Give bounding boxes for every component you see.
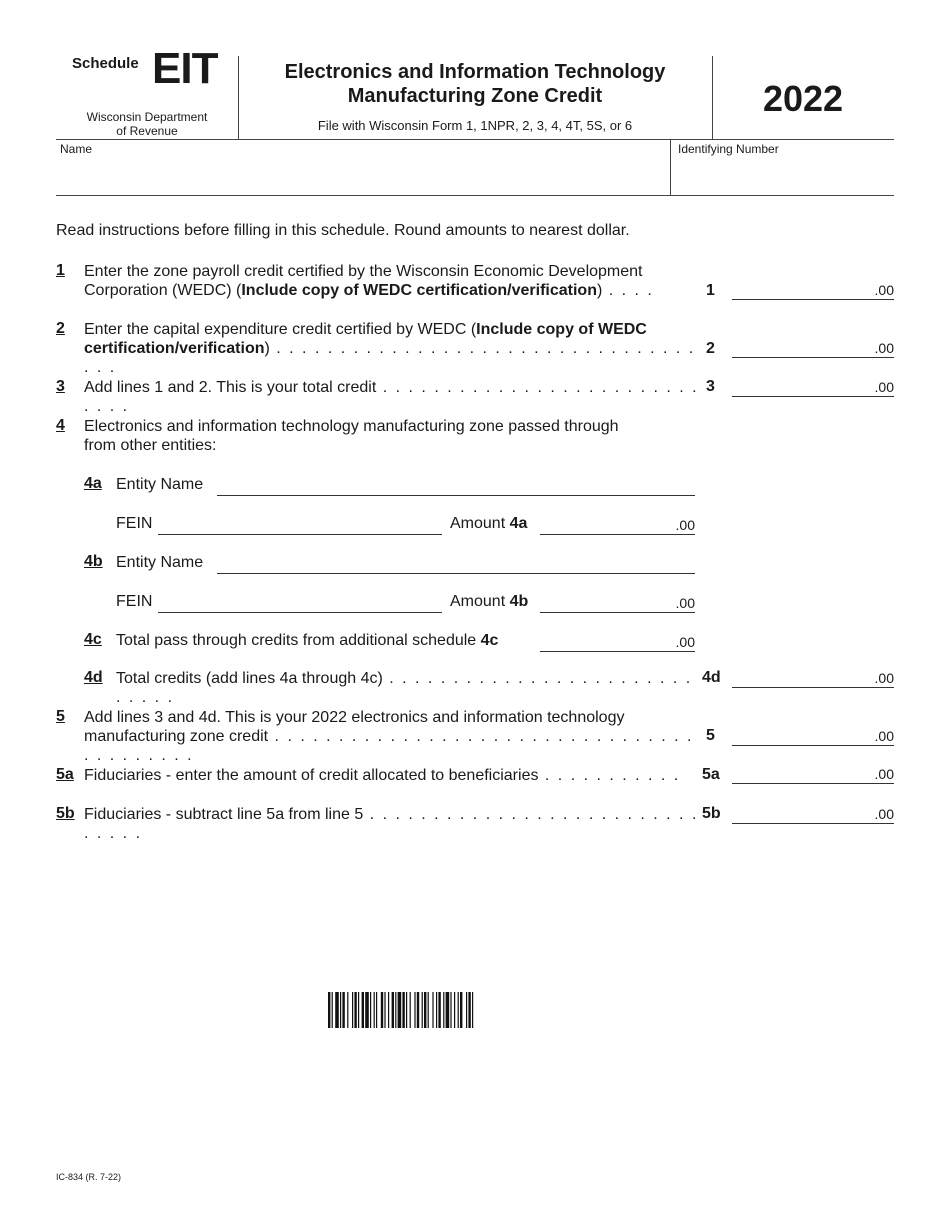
line-1-text-b1: Corporation (WEDC) ( xyxy=(84,282,242,299)
form-title xyxy=(240,60,710,108)
barcode-bar xyxy=(342,992,344,1028)
line-1-number: 1 xyxy=(56,262,65,279)
line-4a-fein-field[interactable] xyxy=(158,516,442,535)
barcode-bar xyxy=(468,992,470,1028)
line-1-cents: .00 xyxy=(874,282,894,298)
line-2-text-a xyxy=(84,320,704,339)
barcode-bar xyxy=(365,992,369,1028)
line-4a-amount-code: 4a xyxy=(509,515,528,532)
line-3-number: 3 xyxy=(56,378,65,395)
line-5-text-a: Add lines 3 and 4d. This is your 2022 electronics and information technology xyxy=(84,709,625,726)
line-4c-number: 4c xyxy=(84,631,102,648)
barcode-bar xyxy=(335,992,339,1028)
line-4b-amount-word: Amount xyxy=(450,593,506,610)
line-4b-entity-field[interactable] xyxy=(217,555,695,574)
line-4c-cents: .00 xyxy=(675,634,695,650)
barcode-bar xyxy=(347,992,348,1028)
schedule-code: EIT xyxy=(152,44,218,93)
instructions: Read instructions before filling in this schedule. Round amounts to nearest dollar. xyxy=(56,222,630,239)
name-bottom-rule xyxy=(56,195,894,196)
barcode-bar xyxy=(370,992,371,1028)
line-5-dots: . . . . . . . . . . . . . . . . . . . . . . . . . . . . . . . . . . . . . . . . . . xyxy=(84,728,694,764)
line-4d-amount-field[interactable] xyxy=(732,669,894,688)
line-2-cents: .00 xyxy=(874,340,894,356)
schedule-block xyxy=(56,44,238,138)
line-4b-entity-label: Entity Name xyxy=(116,554,204,571)
line-5b-lineno: 5b xyxy=(702,805,721,822)
line-2-amount-field[interactable] xyxy=(732,339,894,358)
barcode-bar xyxy=(424,992,426,1028)
barcode-bar xyxy=(392,992,394,1028)
line-5a-dots: . . . . . . . . . . . xyxy=(538,767,681,784)
line-3-cents: .00 xyxy=(874,379,894,395)
line-1-lineno: 1 xyxy=(706,282,715,299)
barcode-bar xyxy=(417,992,419,1028)
schedule-word: Schedule xyxy=(72,55,139,72)
line-2-number: 2 xyxy=(56,320,65,337)
line-5b-cents: .00 xyxy=(874,806,894,822)
line-3-text xyxy=(84,378,704,416)
line-5b-dots: . . . . . . . . . . . . . . . . . . . . . . . . . . . . . . . xyxy=(84,806,699,842)
barcode-bar xyxy=(340,992,341,1028)
line-5a-number: 5a xyxy=(56,766,74,783)
line-4a-amount-field[interactable] xyxy=(540,516,695,535)
line-4c-text xyxy=(116,631,498,650)
line-4c-code: 4c xyxy=(480,632,499,649)
line-5a-lineno: 5a xyxy=(702,766,720,783)
line-5-text xyxy=(84,708,704,765)
barcode-bar xyxy=(454,992,455,1028)
line-1-text xyxy=(84,262,704,300)
line-4a-fein-label: FEIN xyxy=(116,515,153,532)
department xyxy=(56,110,238,138)
barcode-bar xyxy=(450,992,451,1028)
line-5b-text xyxy=(84,805,702,843)
line-4d-text-main: Total credits (add lines 4a through 4c) xyxy=(116,670,383,687)
line-4-text-b: from other entities: xyxy=(84,437,217,454)
barcode-bar xyxy=(458,992,459,1028)
name-field[interactable] xyxy=(58,158,664,192)
tax-year: 2022 xyxy=(762,78,844,119)
line-2-text-a-bold: Include copy of WEDC xyxy=(476,321,647,338)
line-5a-text xyxy=(84,766,702,785)
line-4a-amount-label xyxy=(450,514,527,533)
line-3-amount-field[interactable] xyxy=(732,378,894,397)
barcode-bar xyxy=(358,992,359,1028)
header-divider-left xyxy=(238,56,239,140)
barcode-bar xyxy=(398,992,402,1028)
barcode-bar xyxy=(422,992,423,1028)
barcode xyxy=(328,992,616,1028)
barcode-bar xyxy=(432,992,433,1028)
id-input[interactable] xyxy=(676,158,892,192)
line-4b-amount-label xyxy=(450,592,528,611)
line-4a-entity-field[interactable] xyxy=(217,477,695,496)
form-id: IC-834 (R. 7-22) xyxy=(56,1172,122,1182)
barcode-bar xyxy=(406,992,407,1028)
name-input[interactable] xyxy=(58,158,664,192)
line-4-number: 4 xyxy=(56,417,65,434)
line-5a-amount-field[interactable] xyxy=(732,765,894,784)
line-5-amount-field[interactable] xyxy=(732,727,894,746)
id-label: Identifying Number xyxy=(678,142,779,156)
line-1-amount-field[interactable] xyxy=(732,281,894,300)
line-4-text-a: Electronics and information technology manufacturing zone passed through xyxy=(84,418,619,435)
line-1-text-b xyxy=(84,281,704,300)
barcode-bar xyxy=(414,992,415,1028)
barcode-bar xyxy=(388,992,389,1028)
barcode-bar xyxy=(374,992,375,1028)
name-top-rule xyxy=(56,139,894,140)
barcode-bar xyxy=(354,992,356,1028)
line-5-text-b xyxy=(84,727,704,765)
line-4b-amount-field[interactable] xyxy=(540,594,695,613)
name-id-divider xyxy=(670,139,671,196)
line-2-text-b xyxy=(84,339,704,377)
line-1-text-b2: ) xyxy=(596,282,603,299)
id-field[interactable] xyxy=(676,158,892,192)
line-2-lineno: 2 xyxy=(706,340,715,357)
line-4d-lineno: 4d xyxy=(702,669,721,686)
name-label: Name xyxy=(60,142,93,156)
form-subtitle: File with Wisconsin Form 1, 1NPR, 2, 3, 4, 4T, 5S, or 6 xyxy=(317,118,633,133)
barcode-bar xyxy=(402,992,404,1028)
line-3-lineno: 3 xyxy=(706,378,715,395)
barcode-bar xyxy=(446,992,450,1028)
line-4d-dots: . . . . . . . . . . . . . . . . . . . . . . . . . . . . . xyxy=(116,670,693,706)
line-4d-number: 4d xyxy=(84,669,103,686)
line-4a-cents: .00 xyxy=(675,517,695,533)
line-4b-cents: .00 xyxy=(675,595,695,611)
barcode-bar xyxy=(332,992,333,1028)
line-2-text xyxy=(84,320,704,377)
line-2-dots: . . . . . . . . . . . . . . . . . . . . . . . . . . . . . . . . . . . . xyxy=(84,340,696,376)
line-2-text-a1: Enter the capital expenditure credit certified by WEDC ( xyxy=(84,321,477,338)
title-line2: Manufacturing Zone Credit xyxy=(347,85,603,107)
line-1-text-bold: Include copy of WEDC certification/verification xyxy=(241,282,597,299)
line-4b-number: 4b xyxy=(84,553,103,570)
line-4b-amount-code: 4b xyxy=(509,593,529,610)
line-4a-amount-word: Amount xyxy=(450,515,506,532)
barcode-bar xyxy=(428,992,429,1028)
barcode-bar xyxy=(381,992,383,1028)
title-line1: Electronics and Information Technology xyxy=(284,61,666,83)
line-4b-fein-label: FEIN xyxy=(116,593,153,610)
line-1-text-a: Enter the zone payroll credit certified by the Wisconsin Economic Development xyxy=(84,263,643,280)
barcode-bar xyxy=(384,992,385,1028)
barcode-bar xyxy=(460,992,462,1028)
line-5a-text-main: Fiduciaries - enter the amount of credit allocated to beneficiaries xyxy=(84,767,539,784)
barcode-bar xyxy=(438,992,440,1028)
barcode-bar xyxy=(376,992,377,1028)
line-5-cents: .00 xyxy=(874,728,894,744)
line-4a-number: 4a xyxy=(84,475,102,492)
barcode-bar xyxy=(466,992,467,1028)
line-5-lineno: 5 xyxy=(706,727,715,744)
line-5b-amount-field[interactable] xyxy=(732,805,894,824)
line-5b-text-main: Fiduciaries - subtract line 5a from line 5 xyxy=(84,806,364,823)
line-5-number: 5 xyxy=(56,708,65,725)
line-5a-cents: .00 xyxy=(874,766,894,782)
department-line1: Wisconsin Department xyxy=(86,110,208,124)
line-4-text xyxy=(84,417,704,455)
barcode-bar xyxy=(362,992,364,1028)
barcode-bar xyxy=(328,992,330,1028)
barcode-bar xyxy=(443,992,444,1028)
line-2-text-b-bold: certification/verification xyxy=(84,340,265,357)
line-2-text-b2: ) xyxy=(264,340,270,357)
line-4a-entity-label: Entity Name xyxy=(116,476,204,493)
department-line2: of Revenue xyxy=(116,124,178,138)
barcode-bar xyxy=(436,992,437,1028)
line-4c-amount-field[interactable] xyxy=(540,633,695,652)
line-3-dots: . . . . . . . . . . . . . . . . . . . . . . . . . . . . . xyxy=(84,379,699,415)
line-5-text-b-main: manufacturing zone credit xyxy=(84,728,269,745)
line-5b-number: 5b xyxy=(56,805,75,822)
line-4d-text xyxy=(116,669,696,707)
barcode-bar xyxy=(410,992,411,1028)
barcode-bar xyxy=(352,992,353,1028)
line-4c-text-main: Total pass through credits from additional schedule xyxy=(116,632,477,649)
line-4d-cents: .00 xyxy=(874,670,894,686)
line-3-text-main: Add lines 1 and 2. This is your total credit xyxy=(84,379,377,396)
barcode-bar xyxy=(395,992,396,1028)
barcode-bar xyxy=(472,992,473,1028)
line-1-dots: . . . . xyxy=(602,282,654,299)
line-4b-fein-field[interactable] xyxy=(158,594,442,613)
